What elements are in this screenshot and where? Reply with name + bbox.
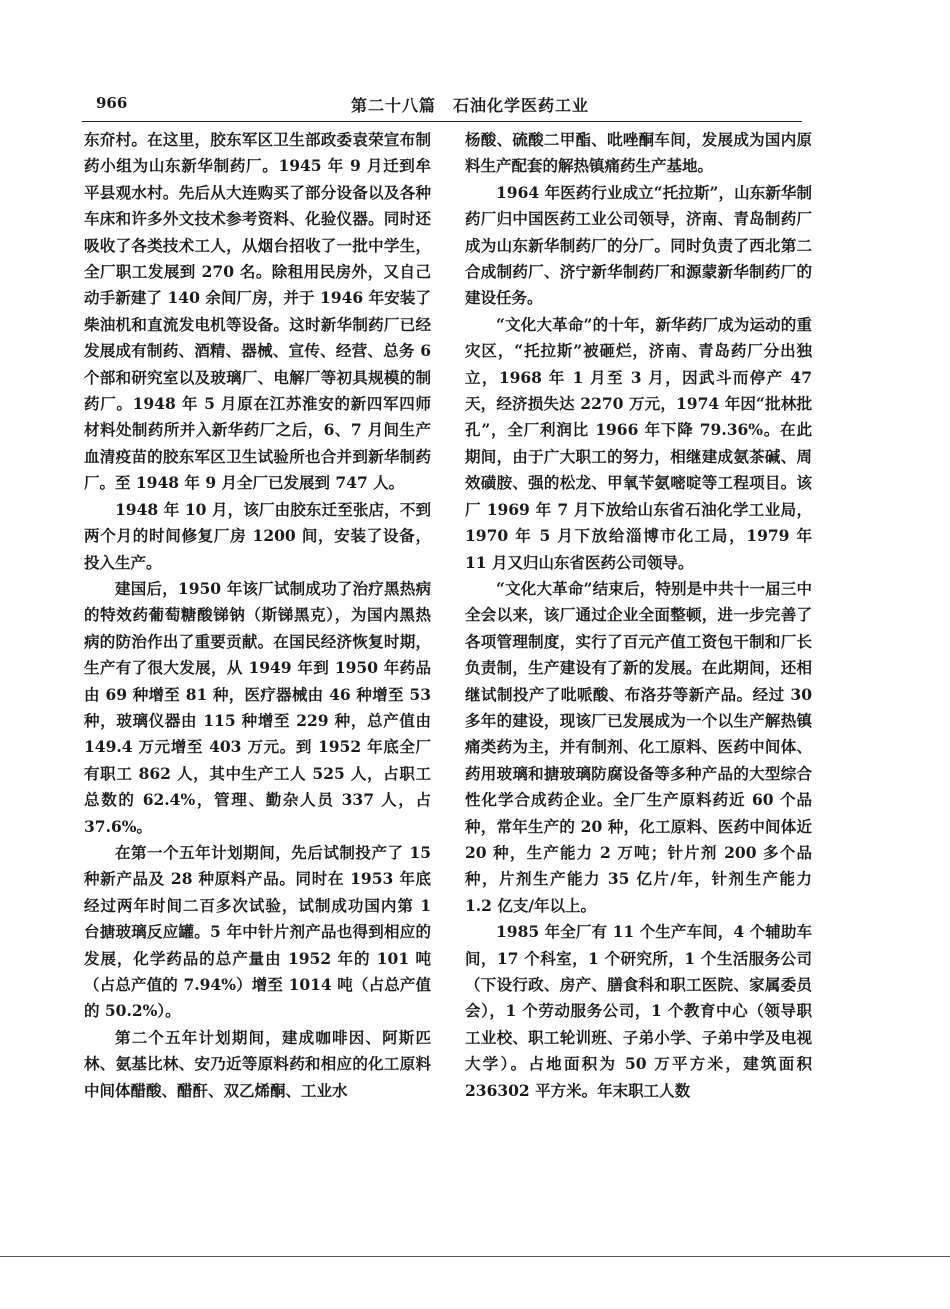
paragraph: 第二个五年计划期间，建成咖啡因、阿斯匹林、氨基比林、安乃近等原料药和相应的化工原料中间体醋酸、醋酐、双乙烯酮、工业水	[84, 1027, 431, 1100]
paragraph: 1985 年全厂有 11 个生产车间，4 个辅助车间，17 个科室，1 个研究所，1 个生活服务公司（下设行政、房产、膳食科和职工医院、家属委员会），1 个劳动服务公司，1 个教育中心（领导职工业校、职工轮训班、子弟小学、子弟中学及电视大学）。占地面积为 50 万平方米，建筑面积 236302 平方米。年末职工人数	[465, 922, 812, 1100]
page-number: 966	[96, 94, 128, 112]
paragraph: “文化大革命”的十年，新华药厂成为运动的重灾区，“托拉斯”被砸烂，济南、青岛药厂分出独立，1968 年 1 月至 3 月，因武斗而停产 47 天，经济损失达 2270 万元，1974 年因“批林批孔”，全厂利润比 1966 年下降 79.36%。在此期间，由于广大职工的努力，相继建成氨茶碱、周效磺胺、强的松龙、甲氧苄氨嘧啶等工程项目。该厂 1969 年 7 月下放给山东省石油化学工业局，1970 年 5 月下放给淄博市化工局，1979 年 11 月又归山东省医药公司领导。	[465, 314, 812, 572]
paragraph: “文化大革命”结束后，特别是中共十一届三中全会以来，该厂通过企业全面整顿，进一步完善了各项管理制度，实行了百元产值工资包干制和厂长负责制，生产建设有了新的发展。在此期间，还相继试制投产了吡哌酸、布洛芬等新产品。经过 30 多年的建设，现该厂已发展成为一个以生产解热镇痛类药为主，并有制剂、化工原料、医药中间体、药用玻璃和搪玻璃防腐设备等多种产品的大型综合性化学合成药企业。全厂生产原料药近 60 个品种，常年生产的 20 种，化工原料、医药中间体近 20 种，生产能力 2 万吨；针片剂 200 多个品种，片剂生产能力 35 亿片/年，针剂生产能力 1.2 亿支/年以上。	[465, 578, 812, 915]
left-column	[84, 127, 431, 1104]
paragraph: 1964 年医药行业成立“托拉斯”，山东新华制药厂归中国医药工业公司领导，济南、青岛制药厂成为山东新华制药厂的分厂。同时负责了西北第二合成制药厂、济宁新华制药厂和源蒙新华制药厂的建设任务。	[465, 182, 812, 308]
paragraph: 建国后，1950 年该厂试制成功了治疗黑热病的特效药葡萄糖酸锑钠（斯锑黑克），为国内黑热病的防治作出了重要贡献。在国民经济恢复时期，生产有了很大发展，从 1949 年到 1950 年药品由 69 种增至 81 种，医疗器械由 46 种增至 53 种，玻璃仪器由 115 种增至 229 种，总产值由 149.4 万元增至 403 万元。到 1952 年底全厂有职工 862 人，其中生产工人 525 人，占职工总数的 62.4%，管理、勤杂人员 337 人，占 37.6%。	[84, 578, 431, 836]
paragraph: 杨酸、硫酸二甲酯、吡唑酮车间，发展成为国内原料生产配套的解热镇痛药生产基地。	[465, 130, 812, 176]
bottom-scan-line	[0, 1256, 950, 1257]
paragraph: 东夼村。在这里，胶东军区卫生部政委袁荣宣布制药小组为山东新华制药厂。1945 年 9 月迁到牟平县观水村。先后从大连购买了部分设备以及各种车床和许多外文技术参考资料、化验仪器。同时还吸收了各类技术工人，从烟台招收了一批中学生，全厂职工发展到 270 名。除租用民房外，又自己动手新建了 140 余间厂房，并于 1946 年安装了柴油机和直流发电机等设备。这时新华制药厂已经发展成有制药、酒精、器械、宣传、经营、总务 6 个部和研究室以及玻璃厂、电解厂等初具规模的制药厂。1948 年 5 月原在江苏淮安的新四军四师材料处制药所并入新华药厂之后，6、7 月间生产血清疫苗的胶东军区卫生试验所也合并到新华制药厂。至 1948 年 9 月全厂已发展到 747 人。	[84, 130, 431, 493]
paragraph: 在第一个五年计划期间，先后试制投产了 15 种新产品及 28 种原料产品。同时在 1953 年底经过两年时间二百多次试验，试制成功国内第 1 台搪玻璃反应罐。5 年中针片剂产品也得到相应的发展，化学药品的总产量由 1952 年的 101 吨（占总产值的 7.94%）增至 1014 吨（占总产值的 50.2%）。	[84, 842, 431, 1021]
right-column	[465, 127, 812, 1104]
header-rule	[82, 121, 802, 122]
paragraph: 1948 年 10 月，该厂由胶东迁至张店，不到两个月的时间修复厂房 1200 间，安装了设备，投入生产。	[84, 499, 431, 572]
running-head: 第二十八篇 石油化学医药工业	[350, 96, 589, 115]
